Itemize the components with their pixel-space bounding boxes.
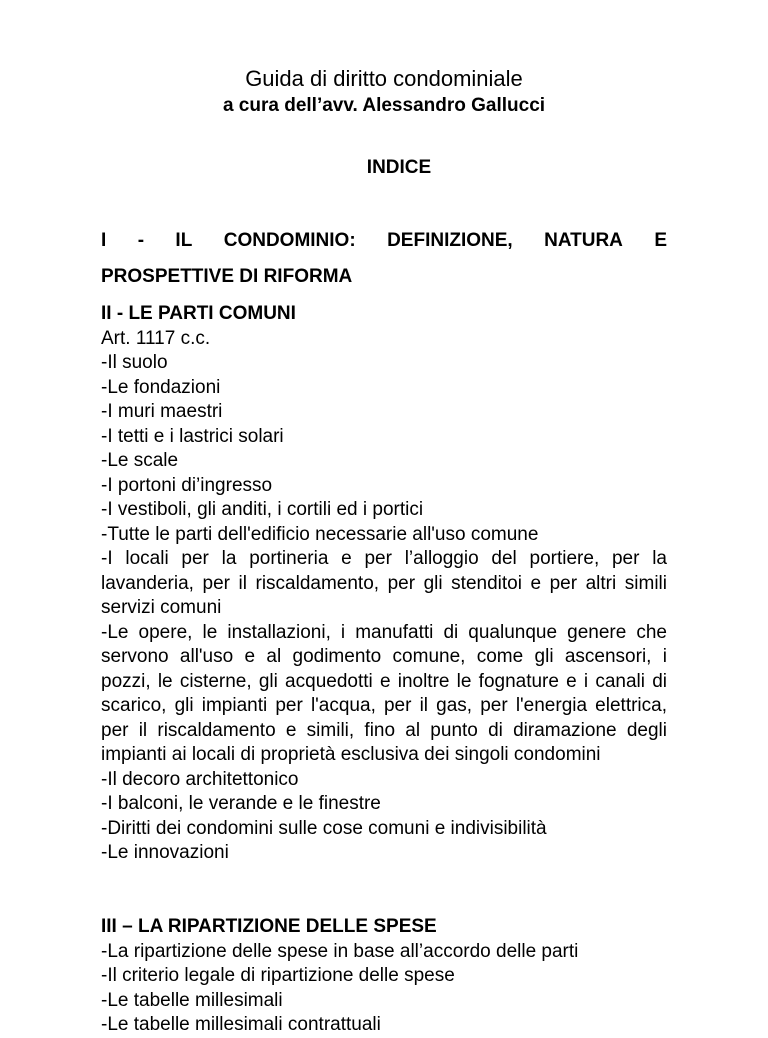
- chapter-1-word: I: [101, 230, 107, 251]
- list-item: -Le tabelle millesimali: [101, 989, 283, 1011]
- chapter-1-word: DEFINIZIONE,: [387, 230, 513, 251]
- list-item: -Tutte le parti dell'edificio necessarie all'uso comune: [101, 523, 539, 545]
- chapter-1-word: IL: [175, 230, 193, 251]
- chapter-1-heading-line-2: PROSPETTIVE DI RIFORMA: [101, 266, 353, 287]
- chapter-1-heading-line-1: [101, 228, 667, 254]
- chapter-1-word: E: [654, 230, 667, 251]
- chapter-1-word: NATURA: [544, 230, 623, 251]
- list-item: -Il suolo: [101, 352, 168, 373]
- document-subtitle: a cura dell’avv. Alessandro Gallucci: [222, 95, 546, 116]
- document-title: Guida di diritto condominiale: [245, 66, 523, 91]
- document-page: [101, 0, 667, 1035]
- chapter-2-heading: II - LE PARTI COMUNI: [101, 303, 296, 324]
- list-item: -I balconi, le verande e le finestre: [101, 793, 381, 814]
- chapter-3: [101, 915, 667, 1038]
- list-item: -La ripartizione delle spese in base all’accordo delle parti: [101, 940, 579, 962]
- list-item: -Le tabelle millesimali contrattuali: [101, 1014, 381, 1035]
- chapter-3-heading: III – LA RIPARTIZIONE DELLE SPESE: [101, 916, 437, 937]
- list-item: -Il decoro architettonico: [101, 768, 299, 790]
- list-item: -Le scale: [101, 450, 179, 471]
- chapter-2: [101, 302, 667, 866]
- chapter-1-word: CONDOMINIO:: [223, 230, 356, 251]
- list-item: -I vestiboli, gli anditi, i cortili ed i portici: [101, 499, 424, 520]
- list-item: -I muri maestri: [101, 401, 223, 422]
- list-item: -Diritti dei condomini sulle cose comuni e indivisibilità: [101, 817, 547, 839]
- list-item: -I tetti e i lastrici solari: [101, 425, 284, 447]
- list-item: -I portoni di’ingresso: [101, 474, 273, 496]
- index-heading: INDICE: [366, 157, 432, 178]
- list-item: -Le fondazioni: [101, 376, 221, 398]
- list-item: -I locali per la portineria e per l’alloggio del portiere, per la lavanderia, per il riscaldamento, per gli stenditoi e per altri simili servizi comuni: [101, 548, 667, 618]
- list-item: -Il criterio legale di ripartizione delle spese: [101, 965, 455, 986]
- list-item: -Le innovazioni: [101, 842, 229, 863]
- list-item: -Le opere, le installazioni, i manufatti di qualunque genere che servono all'uso e al godimento comune, come gli ascensori, i pozzi, le cisterne, gli acquedotti e inoltre le fognature e i canali di scarico, gli impianti per l'acqua, per il gas, per l'energia elettrica, per il riscaldamento e simili, fino al punto di diramazione degli impianti ai locali di proprietà esclusiva dei singoli condomini: [101, 621, 667, 765]
- chapter-1-word: -: [137, 230, 145, 251]
- list-item: Art. 1117 c.c.: [101, 327, 211, 349]
